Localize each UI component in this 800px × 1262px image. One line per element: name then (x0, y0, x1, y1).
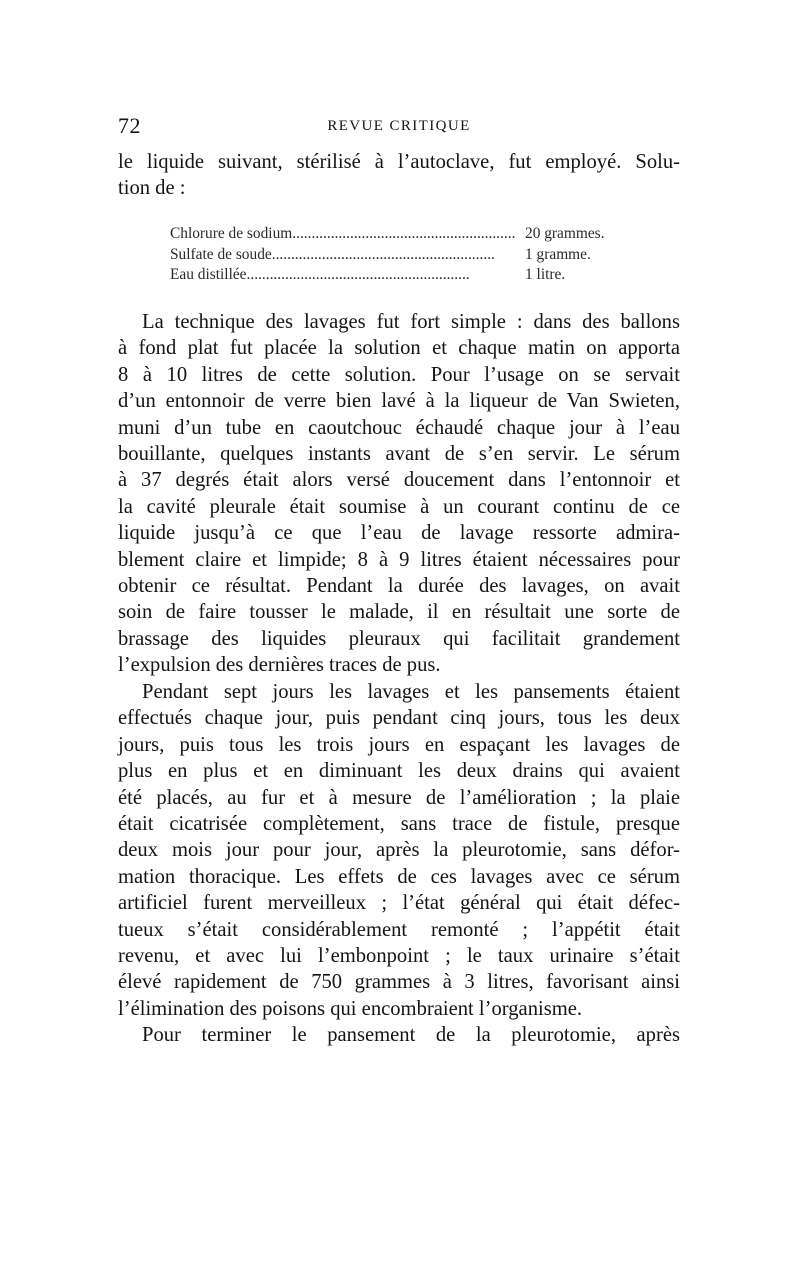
text-line: tueux s’était considérablement remonté ; l’appétit était (118, 918, 680, 941)
recipe-item-name: Eau distillée.......................................................... (170, 266, 470, 283)
text-line: brassage des liquides pleuraux qui facilitait grandement (118, 627, 680, 650)
text-line: obtenir ce résultat. Pendant la durée des lavages, on avait (118, 574, 680, 597)
text-line: été placés, au fur et à mesure de l’amélioration ; la plaie (118, 786, 680, 809)
text-line: deux mois jour pour jour, après la pleurotomie, sans défor- (118, 839, 680, 862)
paragraph-pleurotomy (118, 1022, 680, 1048)
text-line: revenu, et avec lui l’embonpoint ; le taux urinaire s’était (118, 944, 680, 967)
text-line: la cavité pleurale était soumise à un courant continu de ce (118, 495, 680, 518)
text-line: 8 à 10 litres de cette solution. Pour l’usage on se servait (118, 363, 680, 386)
recipe-item-quantity: 1 litre. (525, 266, 566, 283)
text-line: le liquide suivant, stérilisé à l’autoclave, fut employé. Solu- (118, 151, 680, 173)
text-line: l’élimination des poisons qui encombraient l’organisme. (118, 997, 583, 1020)
recipe-item (170, 265, 638, 286)
running-head (118, 113, 680, 143)
text-line: tion de : (118, 177, 186, 200)
text-line: blement claire et limpide; 8 à 9 litres étaient nécessaires pour (118, 548, 680, 571)
page-number: 72 (118, 113, 141, 138)
paragraph-lavage-technique (118, 309, 680, 678)
running-title: REVUE CRITIQUE (327, 118, 471, 134)
text-line: liquide jusqu’à ce que l’eau de lavage ressorte admira- (118, 522, 680, 545)
text-line: à fond plat fut placée la solution et chaque matin on apporta (118, 337, 680, 360)
text-line: d’un entonnoir de verre bien lavé à la liqueur de Van Swieten, (118, 390, 680, 413)
text-line: plus en plus et en diminuant les deux drains qui avaient (118, 760, 680, 783)
recipe-item (170, 224, 638, 245)
text-line: à 37 degrés était alors versé doucement dans l’entonnoir et (118, 469, 680, 492)
recipe-item (170, 245, 638, 266)
text-line: effectués chaque jour, puis pendant cinq jours, tous les deux (118, 707, 680, 730)
text-line: était cicatrisée complètement, sans trace de fistule, presque (118, 812, 680, 835)
intro-text (118, 149, 680, 202)
text-line: Pendant sept jours les lavages et les pansements étaient (142, 681, 680, 703)
recipe-item-quantity: 20 grammes. (525, 225, 605, 242)
paragraph-treatment-results (118, 679, 680, 1022)
recipe-item-name: Chlorure de sodium.......................................................... (170, 225, 515, 242)
text-line: bouillante, quelques instants avant de s’en servir. Le sérum (118, 442, 680, 465)
text-line: l’expulsion des dernières traces de pus. (118, 654, 441, 677)
text-line: élevé rapidement de 750 grammes à 3 litres, favorisant ainsi (118, 971, 680, 994)
recipe-list (170, 224, 638, 286)
recipe-item-name: Sulfate de soude.......................................................... (170, 245, 495, 263)
text-line: artificiel furent merveilleux ; l’état général qui était défec- (118, 892, 680, 915)
recipe-item-quantity: 1 gramme. (525, 245, 591, 263)
text-line: muni d’un tube en caoutchouc échaudé chaque jour à l’eau (118, 416, 680, 439)
text-line: jours, puis tous les trois jours en espaçant les lavages de (118, 733, 680, 756)
text-line: mation thoracique. Les effets de ces lavages avec ce sérum (118, 865, 680, 888)
text-line: La technique des lavages fut fort simple : dans des ballons (142, 311, 680, 333)
text-line: Pour terminer le pansement de la pleurotomie, après (142, 1024, 680, 1046)
text-line: soin de faire tousser le malade, il en résultait une sorte de (118, 601, 680, 624)
